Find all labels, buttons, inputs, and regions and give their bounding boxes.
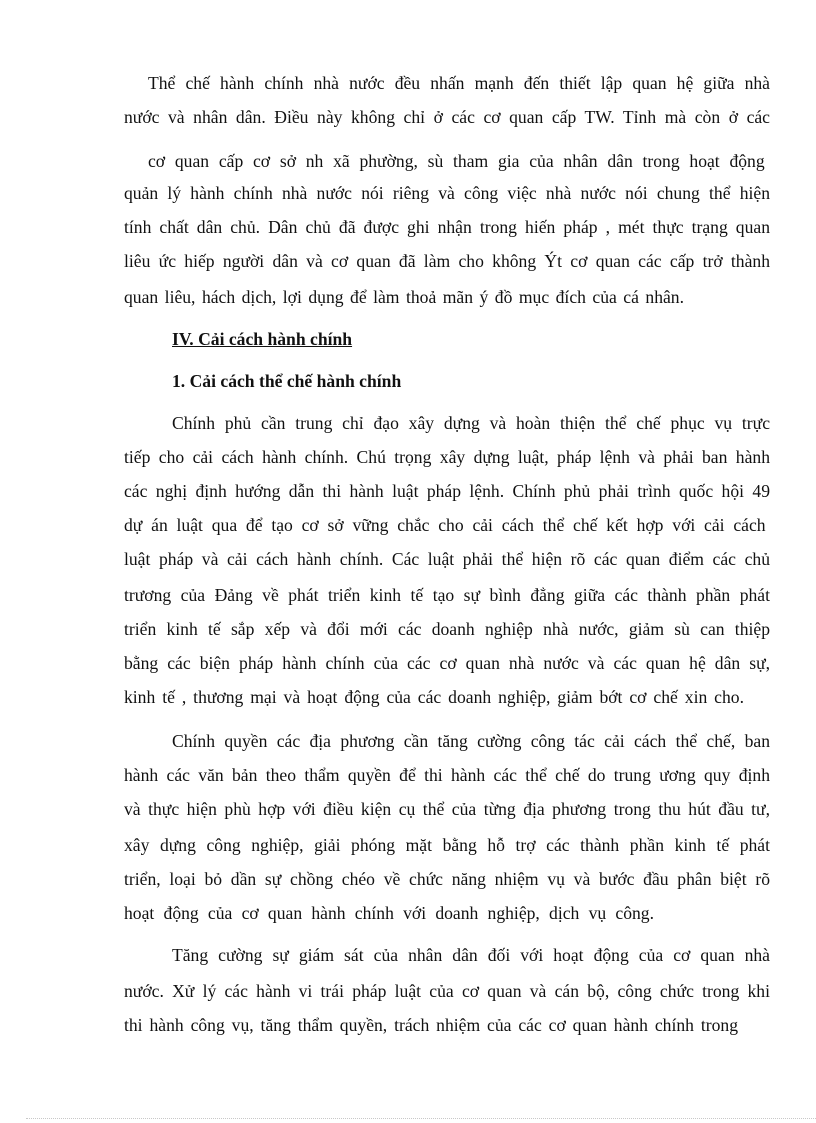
text-line: kinh tế , thương mại và hoạt động của các doanh nghiệp, giảm bớt cơ chế xin cho. bbox=[124, 687, 744, 707]
text-line: bằng các biện pháp hành chính của các cơ quan nhà nước và các quan hệ dân sự, bbox=[124, 653, 770, 673]
text-line: luật pháp và cải cách hành chính. Các luật phải thể hiện rõ các quan điểm các chủ bbox=[124, 549, 770, 569]
text-line: Chính quyền các địa phương cần tăng cường công tác cải cách thể chế, ban bbox=[172, 731, 770, 751]
text-line: tiếp cho cải cách hành chính. Chú trọng xây dựng luật, pháp lệnh và phải ban hành bbox=[124, 447, 770, 467]
text-line: Tăng cường sự giám sát của nhân dân đối với hoạt động của cơ quan nhà bbox=[172, 945, 770, 965]
subsection-heading: 1. Cải cách thể chế hành chính bbox=[172, 371, 402, 391]
text-line: nước. Xử lý các hành vi trái pháp luật của cơ quan và cán bộ, công chức trong khi bbox=[124, 981, 770, 1001]
text-line: xây dựng công nghiệp, giải phóng mặt bằng hỗ trợ các thành phần kinh tế phát bbox=[124, 835, 770, 855]
text-line: dự án luật qua để tạo cơ sở vững chắc cho cải cách thể chế kết hợp với cải cách bbox=[124, 515, 766, 535]
text-line: Thể chế hành chính nhà nước đều nhấn mạnh đến thiết lập quan hệ giữa nhà bbox=[148, 73, 770, 93]
page-bottom-divider bbox=[26, 1118, 816, 1119]
text-line: thi hành công vụ, tăng thẩm quyền, trách nhiệm của các cơ quan hành chính trong bbox=[124, 1015, 738, 1035]
text-line: triển, loại bỏ dần sự chồng chéo về chức năng nhiệm vụ và bước đầu phân biệt rõ bbox=[124, 869, 770, 889]
text-line: và thực hiện phù hợp với điều kiện cụ thể của từng địa phương trong thu hút đầu tư, bbox=[124, 799, 770, 819]
section-heading: IV. Cải cách hành chính bbox=[172, 329, 353, 349]
text-line: nước và nhân dân. Điều này không chỉ ở các cơ quan cấp TW. Tỉnh mà còn ở các bbox=[124, 107, 770, 127]
text-line: quản lý hành chính nhà nước nói riêng và công việc nhà nước nói chung thể hiện bbox=[124, 183, 770, 203]
text-line: cơ quan cấp cơ sở nh xã phường, sù tham gia của nhân dân trong hoạt động bbox=[148, 151, 765, 171]
text-line: Chính phủ cần trung chỉ đạo xây dựng và hoàn thiện thể chế phục vụ trực bbox=[172, 413, 770, 433]
text-line: hoạt động của cơ quan hành chính với doanh nghiệp, dịch vụ công. bbox=[124, 903, 654, 923]
text-line: các nghị định hướng dẫn thi hành luật pháp lệnh. Chính phủ phải trình quốc hội 49 bbox=[124, 481, 770, 501]
text-line: liêu ức hiếp người dân và cơ quan đã làm cho không Ýt cơ quan các cấp trở thành bbox=[124, 251, 770, 271]
text-line: triển kinh tế sắp xếp và đổi mới các doanh nghiệp nhà nước, giảm sù can thiệp bbox=[124, 619, 770, 639]
text-line: quan liêu, hách dịch, lợi dụng để làm thoả mãn ý đồ mục đích của cá nhân. bbox=[124, 287, 684, 307]
text-line: trương của Đảng về phát triển kinh tế tạo sự bình đẳng giữa các thành phần phát bbox=[124, 585, 770, 605]
text-line: hành các văn bản theo thẩm quyền để thi hành các thể chế do trung ương quy định bbox=[124, 765, 770, 785]
text-line: tính chất dân chủ. Dân chủ đã được ghi nhận trong hiến pháp , mét thực trạng quan bbox=[124, 217, 770, 237]
